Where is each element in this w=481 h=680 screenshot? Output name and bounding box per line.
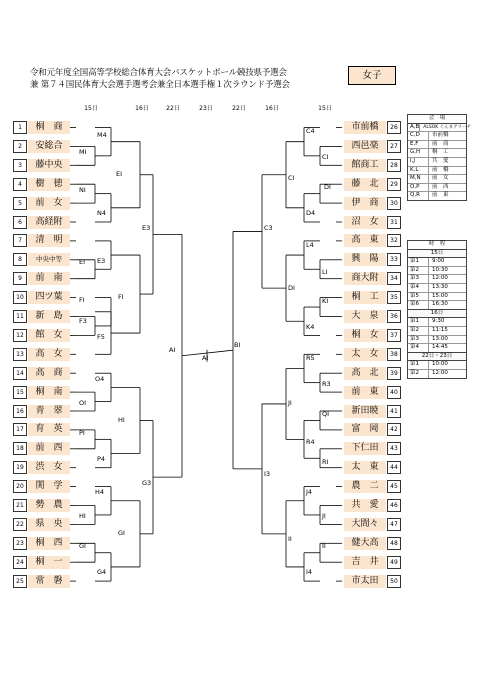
round-label-1: 15日 xyxy=(84,105,98,112)
venue-name: 前 商 xyxy=(432,140,449,147)
team-name: 大 泉 xyxy=(344,310,386,323)
game-label: K4 xyxy=(306,322,315,331)
venue-name: 市前橋 xyxy=(432,132,449,139)
team-name: 下仁田 xyxy=(344,442,386,455)
game-time: 15:00 xyxy=(432,292,448,299)
game-label: AⅠ xyxy=(202,354,209,363)
game-label: M4 xyxy=(97,131,107,140)
team-name: 藤 北 xyxy=(344,178,386,191)
venue-code: A,B xyxy=(410,123,420,130)
team-seed-number: 19 xyxy=(13,461,27,474)
team-seed-number: 17 xyxy=(13,423,27,436)
game-time: 10:00 xyxy=(432,361,448,368)
team-name: 高 東 xyxy=(344,234,386,247)
venue-code: I,J xyxy=(408,158,429,166)
team-seed-number: 42 xyxy=(387,423,401,436)
team-seed-number: 20 xyxy=(13,480,27,493)
team-name: 桐 一 xyxy=(28,556,70,569)
team-seed-number: 29 xyxy=(387,178,401,191)
game-label: R4 xyxy=(306,437,315,446)
game-time: 9:00 xyxy=(432,258,445,265)
game-label: HⅠ xyxy=(79,512,86,521)
team-name: 商大附 xyxy=(344,272,386,285)
team-seed-number: 32 xyxy=(387,234,401,247)
game-time: 12:00 xyxy=(432,369,448,376)
team-name: 高 商 xyxy=(28,367,70,380)
venue-name: 前 女 xyxy=(432,175,449,182)
team-seed-number: 7 xyxy=(13,234,27,247)
game-slot: 第1 xyxy=(408,258,429,266)
game-label: F5 xyxy=(97,332,105,341)
team-seed-number: 37 xyxy=(387,329,401,342)
venue-code: E,F xyxy=(408,141,429,149)
team-seed-number: 13 xyxy=(13,348,27,361)
schedule-row xyxy=(408,258,466,267)
game-slot: 第5 xyxy=(408,293,429,301)
team-seed-number: 33 xyxy=(387,253,401,266)
team-name: 興 陽 xyxy=(344,253,386,266)
team-name: 前 女 xyxy=(28,197,70,210)
game-label: FⅠ xyxy=(118,292,124,301)
game-slot: 第6 xyxy=(408,301,429,309)
game-label: DⅠ xyxy=(288,283,295,292)
venue-name: 共 愛 xyxy=(432,157,449,164)
team-name: 前 南 xyxy=(28,272,70,285)
game-slot: 第3 xyxy=(408,336,429,344)
schedule-row xyxy=(408,275,466,284)
game-label: OⅠ xyxy=(79,399,87,408)
team-name: 安総合 xyxy=(28,140,70,153)
game-time: 13:00 xyxy=(432,335,448,342)
game-time: 10:30 xyxy=(432,266,448,273)
game-label: E3 xyxy=(142,223,151,232)
venue-name: 前 東 xyxy=(432,192,449,199)
team-name: 前 西 xyxy=(28,442,70,455)
venue-name: 前 西 xyxy=(432,183,449,190)
team-name: 健大高 xyxy=(344,537,386,550)
venue-row xyxy=(408,132,466,141)
venue-row xyxy=(408,175,466,184)
team-seed-number: 44 xyxy=(387,461,401,474)
game-label: JⅠ xyxy=(322,512,326,521)
game-label: GⅠ xyxy=(118,529,125,538)
schedule-row xyxy=(408,284,466,293)
schedule-table-title: 時 程 xyxy=(408,241,466,250)
team-seed-number: 31 xyxy=(387,216,401,229)
team-seed-number: 27 xyxy=(387,140,401,153)
team-seed-number: 11 xyxy=(13,310,27,323)
game-label: KⅠ xyxy=(322,296,329,305)
game-slot: 第1 xyxy=(408,318,429,326)
game-label: FⅠ xyxy=(79,296,85,305)
venue-name: 前 橋 xyxy=(432,166,449,173)
team-seed-number: 18 xyxy=(13,442,27,455)
team-name: 清 明 xyxy=(28,234,70,247)
team-seed-number: 22 xyxy=(13,518,27,531)
game-label: I3 xyxy=(264,470,271,479)
team-seed-number: 3 xyxy=(13,159,27,172)
schedule-table xyxy=(407,240,467,379)
team-name: 樹 徳 xyxy=(28,178,70,191)
team-seed-number: 25 xyxy=(13,575,27,588)
game-label: H4 xyxy=(95,488,105,497)
team-seed-number: 47 xyxy=(387,518,401,531)
game-time: 9:30 xyxy=(432,318,445,325)
game-label: G4 xyxy=(97,568,107,577)
game-slot: 第2 xyxy=(408,370,429,378)
game-label: GⅠ xyxy=(79,542,86,551)
team-name: 大間々 xyxy=(344,518,386,531)
team-name: 前 東 xyxy=(344,386,386,399)
team-seed-number: 43 xyxy=(387,442,401,455)
schedule-row xyxy=(408,327,466,336)
category-badge: 女子 xyxy=(348,66,396,85)
game-label: C4 xyxy=(306,127,315,136)
schedule-row xyxy=(408,361,466,370)
team-name: 伊 商 xyxy=(344,197,386,210)
venue-code: K,L xyxy=(408,167,429,175)
team-name: 県 央 xyxy=(28,518,70,531)
schedule-row xyxy=(408,318,466,327)
team-seed-number: 8 xyxy=(13,253,27,266)
team-seed-number: 1 xyxy=(13,121,27,134)
game-label: D4 xyxy=(306,209,316,218)
round-label-2: 16日 xyxy=(135,105,149,112)
team-name: 太 東 xyxy=(344,461,386,474)
team-name: 新 島 xyxy=(28,310,70,323)
game-label: RⅠ xyxy=(322,457,329,466)
game-label: C3 xyxy=(264,223,273,232)
team-name: 新田暁 xyxy=(344,405,386,418)
team-seed-number: 34 xyxy=(387,272,401,285)
schedule-day-header: 16日 xyxy=(408,310,466,319)
team-name: 中央中等 xyxy=(28,253,70,266)
tournament-title-line1: 令和元年度全国高等学校総合体育大会バスケットボール競技県予選会 xyxy=(30,68,287,78)
game-label: QⅠ xyxy=(322,409,330,418)
game-label: O4 xyxy=(95,374,105,383)
game-label: PⅠ xyxy=(79,428,85,437)
team-name: 沼 女 xyxy=(344,216,386,229)
game-label: CⅠ xyxy=(288,174,295,183)
game-label: MⅠ xyxy=(79,148,87,157)
team-seed-number: 12 xyxy=(13,329,27,342)
team-name: 館 女 xyxy=(28,329,70,342)
team-name: 高経附 xyxy=(28,216,70,229)
team-name: 市太田 xyxy=(344,575,386,588)
team-seed-number: 6 xyxy=(13,216,27,229)
team-name: 桐 商 xyxy=(28,121,70,134)
venue-row xyxy=(408,149,466,158)
team-name: 農 二 xyxy=(344,480,386,493)
team-name: 市前橋 xyxy=(344,121,386,134)
game-label: G3 xyxy=(142,478,152,487)
game-label: BⅠ xyxy=(234,340,241,349)
team-seed-number: 28 xyxy=(387,159,401,172)
team-name: 育 英 xyxy=(28,423,70,436)
game-time: 16:30 xyxy=(432,301,448,308)
team-name: 吉 井 xyxy=(344,556,386,569)
team-seed-number: 40 xyxy=(387,386,401,399)
game-slot: 第4 xyxy=(408,344,429,352)
game-label: J4 xyxy=(306,488,313,497)
game-slot: 第4 xyxy=(408,284,429,292)
team-name: 四ツ葉 xyxy=(28,291,70,304)
team-seed-number: 5 xyxy=(13,197,27,210)
team-name: 高 女 xyxy=(28,348,70,361)
game-slot: 第3 xyxy=(408,275,429,283)
game-time: 13:30 xyxy=(432,283,448,290)
team-seed-number: 35 xyxy=(387,291,401,304)
game-label: F3 xyxy=(79,317,87,326)
venue-row xyxy=(408,167,466,176)
team-seed-number: 9 xyxy=(13,272,27,285)
team-seed-number: 26 xyxy=(387,121,401,134)
team-name: 高 北 xyxy=(344,367,386,380)
venue-code: C,D xyxy=(408,132,429,140)
team-name: 藤中央 xyxy=(28,159,70,172)
venue-code: G,H xyxy=(408,149,429,157)
game-label: P4 xyxy=(97,455,106,464)
venue-name: 桐 工 xyxy=(432,149,449,156)
game-slot: 第2 xyxy=(408,267,429,275)
team-seed-number: 21 xyxy=(13,499,27,512)
game-time: 14:45 xyxy=(432,344,448,351)
game-label: R5 xyxy=(306,353,315,362)
team-seed-number: 46 xyxy=(387,499,401,512)
game-label: LⅠ xyxy=(322,267,328,276)
team-name: 関 学 xyxy=(28,480,70,493)
schedule-row xyxy=(408,293,466,302)
schedule-day-header: 15日 xyxy=(408,250,466,259)
game-label: JⅠ xyxy=(288,399,292,408)
team-seed-number: 45 xyxy=(387,480,401,493)
game-label: IⅠ xyxy=(322,542,326,551)
round-label-5: 22日 xyxy=(232,105,246,112)
team-seed-number: 49 xyxy=(387,556,401,569)
team-name: 太 女 xyxy=(344,348,386,361)
venue-code: Q,R xyxy=(408,192,429,200)
game-label: AⅠ xyxy=(169,346,176,355)
round-label-3: 22日 xyxy=(166,105,180,112)
game-label: HⅠ xyxy=(118,415,125,424)
game-label: CⅠ xyxy=(322,153,329,162)
team-seed-number: 50 xyxy=(387,575,401,588)
game-label: EⅠ xyxy=(79,257,86,266)
round-label-4: 23日 xyxy=(199,105,213,112)
game-label: DⅠ xyxy=(324,183,331,192)
round-label-7: 15日 xyxy=(318,105,332,112)
team-name: 青 翠 xyxy=(28,405,70,418)
game-slot: 第2 xyxy=(408,327,429,335)
round-label-6: 16日 xyxy=(265,105,279,112)
team-seed-number: 41 xyxy=(387,405,401,418)
team-seed-number: 14 xyxy=(13,367,27,380)
game-label: E3 xyxy=(97,256,106,265)
venue-row xyxy=(408,158,466,167)
team-name: 常 磐 xyxy=(28,575,70,588)
schedule-row xyxy=(408,301,466,310)
team-seed-number: 38 xyxy=(387,348,401,361)
venue-code: O,P xyxy=(408,184,429,192)
team-name: 桐 西 xyxy=(28,537,70,550)
team-name: 西邑楽 xyxy=(344,140,386,153)
venue-table-title: 会 場 xyxy=(408,115,466,124)
team-seed-number: 2 xyxy=(13,140,27,153)
team-seed-number: 16 xyxy=(13,405,27,418)
team-name: 勢 農 xyxy=(28,499,70,512)
team-seed-number: 36 xyxy=(387,310,401,323)
team-seed-number: 30 xyxy=(387,197,401,210)
team-seed-number: 48 xyxy=(387,537,401,550)
team-name: 渋 女 xyxy=(28,461,70,474)
schedule-row xyxy=(408,336,466,345)
team-seed-number: 15 xyxy=(13,386,27,399)
schedule-row xyxy=(408,370,466,378)
game-label: EⅠ xyxy=(116,170,123,179)
team-seed-number: 23 xyxy=(13,537,27,550)
venue-name: ALSOK ぐんまアリーナ xyxy=(423,124,471,130)
game-label: IⅠ xyxy=(288,535,292,544)
schedule-row xyxy=(408,344,466,353)
venue-row xyxy=(408,192,466,200)
team-seed-number: 4 xyxy=(13,178,27,191)
team-seed-number: 24 xyxy=(13,556,27,569)
team-name: 桐 女 xyxy=(344,329,386,342)
venue-row xyxy=(408,123,471,133)
game-slot: 第1 xyxy=(408,361,429,369)
game-time: 12:00 xyxy=(432,275,448,282)
team-name: 館商工 xyxy=(344,159,386,172)
venue-table xyxy=(407,114,471,201)
game-label: N4 xyxy=(97,209,106,218)
team-seed-number: 39 xyxy=(387,367,401,380)
game-label: L4 xyxy=(306,240,314,249)
schedule-day-header: 22日・23日 xyxy=(408,353,466,362)
venue-code: M,N xyxy=(408,175,429,183)
game-label: NⅠ xyxy=(79,186,86,195)
team-name: 桐 南 xyxy=(28,386,70,399)
game-label: R3 xyxy=(322,380,331,389)
game-label: I4 xyxy=(306,568,313,577)
team-name: 桐 工 xyxy=(344,291,386,304)
team-seed-number: 10 xyxy=(13,291,27,304)
team-name: 共 愛 xyxy=(344,499,386,512)
game-time: 11:15 xyxy=(432,326,448,333)
team-name: 富 岡 xyxy=(344,423,386,436)
tournament-title-line2: 兼 第７４国民体育大会選手選考会兼全日本選手権１次ラウンド予選会 xyxy=(30,80,290,90)
